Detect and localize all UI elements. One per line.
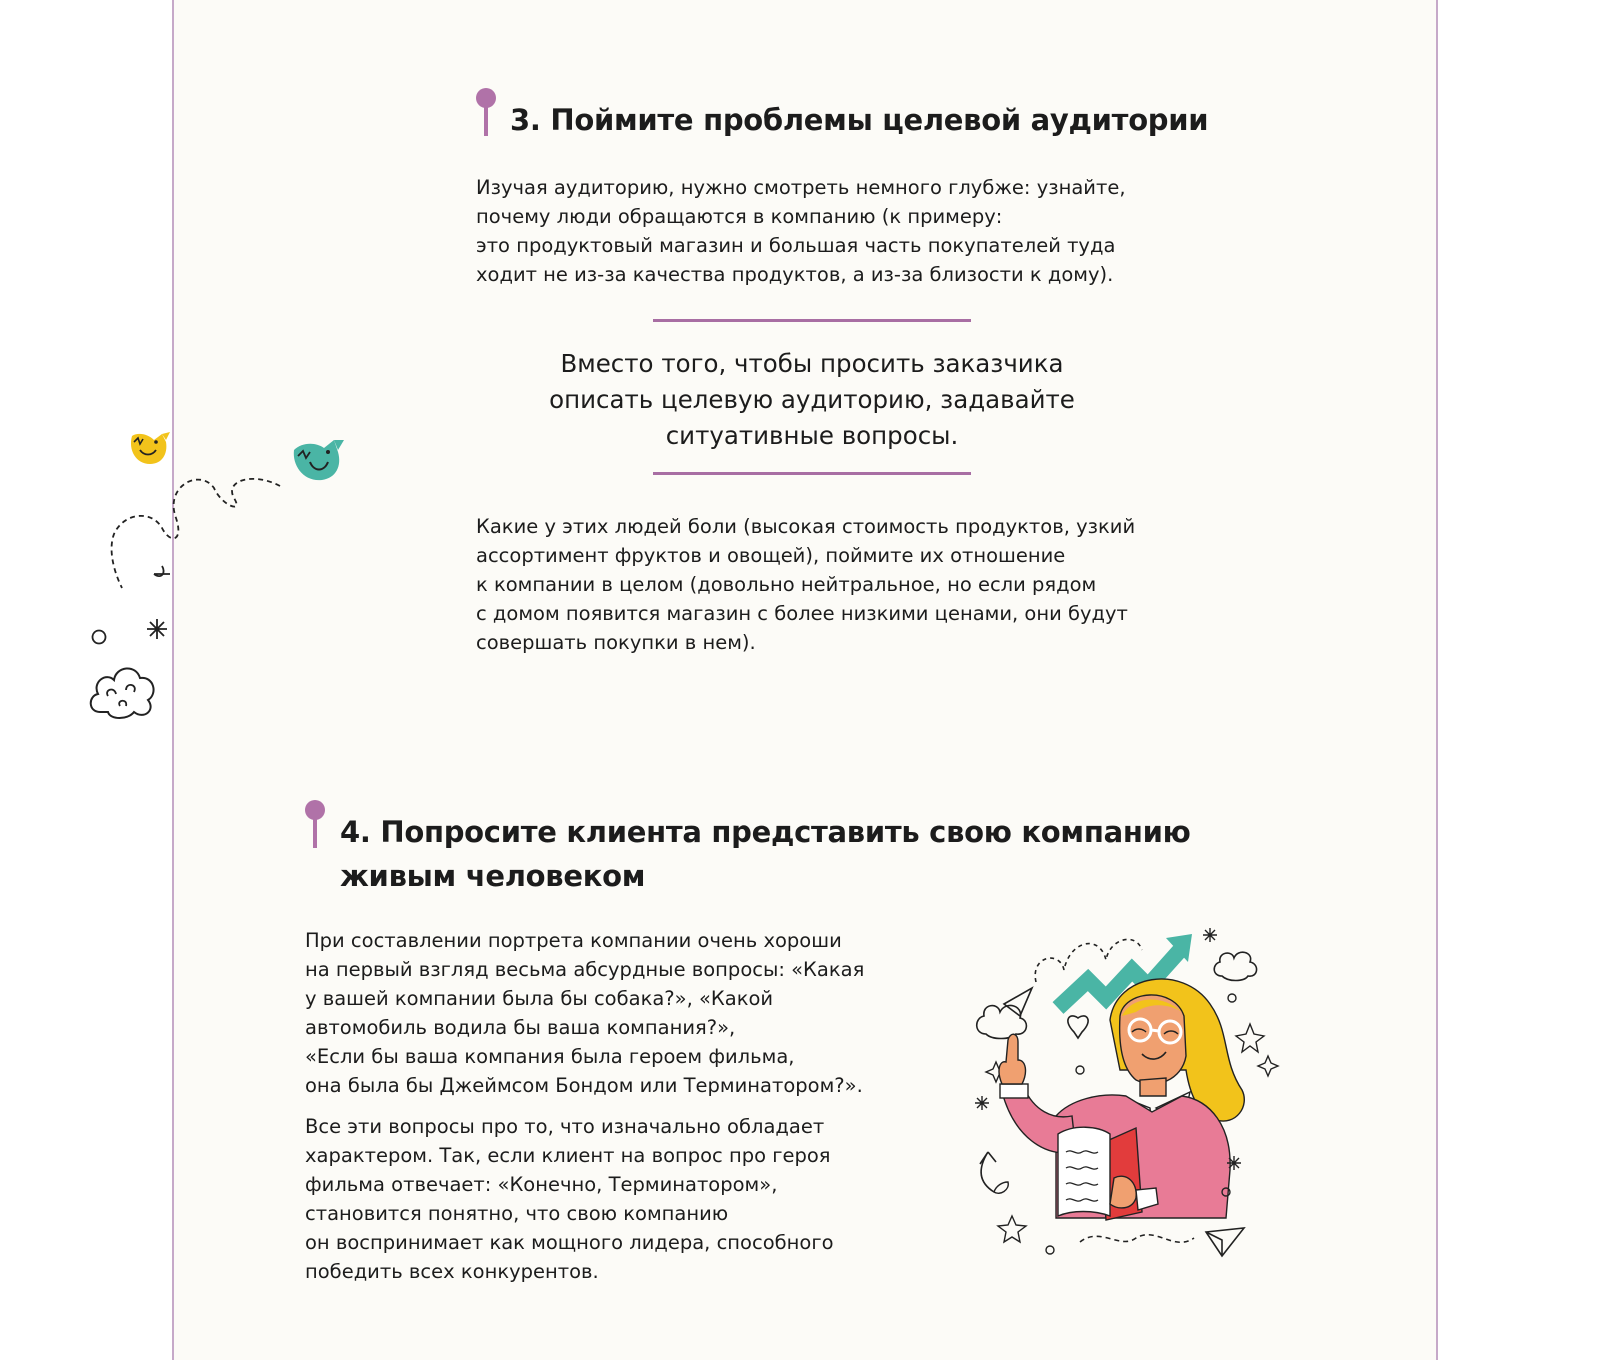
sparkle-star-icon [146,618,168,640]
circle-doodle-icon [90,628,108,646]
woman-pointing-illustration [960,920,1290,1290]
section4-title: 4. Попросите клиента представить свою компанию живым человеком [340,815,1191,893]
section3-body: Какие у этих людей боли (высокая стоимость продуктов, узкий ассортимент фруктов и овощей), поймите их отношение к компании в целом (довольно нейтральное, но если рядом с домом появится магазин с более низкими ценами, они будут совершать покупки в нем). [476,515,1136,654]
pin-marker-section4 [305,800,325,848]
bird-yellow-icon [126,424,172,470]
pin-marker-section3 [476,88,496,136]
section4-para1: При составлении портрета компании очень хороши на первый взгляд весьма абсурдные вопросы: «Какая у вашей компании была бы собака?», «Какой автомобиль водила бы ваша компания?», «Если бы ваша компания была героем фильма, она была бы Джеймсом Бондом или Терминатором?». [305,929,865,1097]
section4-para2: Все эти вопросы про то, что изначально обладает характером. Так, если клиент на вопрос про героя фильма отвечает: «Конечно, Терминатором», становится понятно, что свою компанию он воспринимает как мощного лидера, способного победить всех конкурентов. [305,1115,834,1283]
dashed-flight-path [104,476,294,606]
quote-rule-top [653,319,971,322]
quote-rule-bottom [653,472,971,475]
section3-title: 3. Поймите проблемы целевой аудитории [510,103,1209,137]
bird-teal-icon [290,432,346,488]
cloud-doodle-icon [86,656,160,720]
section3-intro: Изучая аудиторию, нужно смотреть немного глубже: узнайте, почему люди обращаются в компанию (к примеру: это продуктовый магазин и большая часть покупателей туда ходит не из-за качества продуктов, а из-за близости к дому). [476,176,1126,286]
pull-quote: Вместо того, чтобы просить заказчика описать целевую аудиторию, задавайте ситуативные вопросы. [549,349,1075,450]
